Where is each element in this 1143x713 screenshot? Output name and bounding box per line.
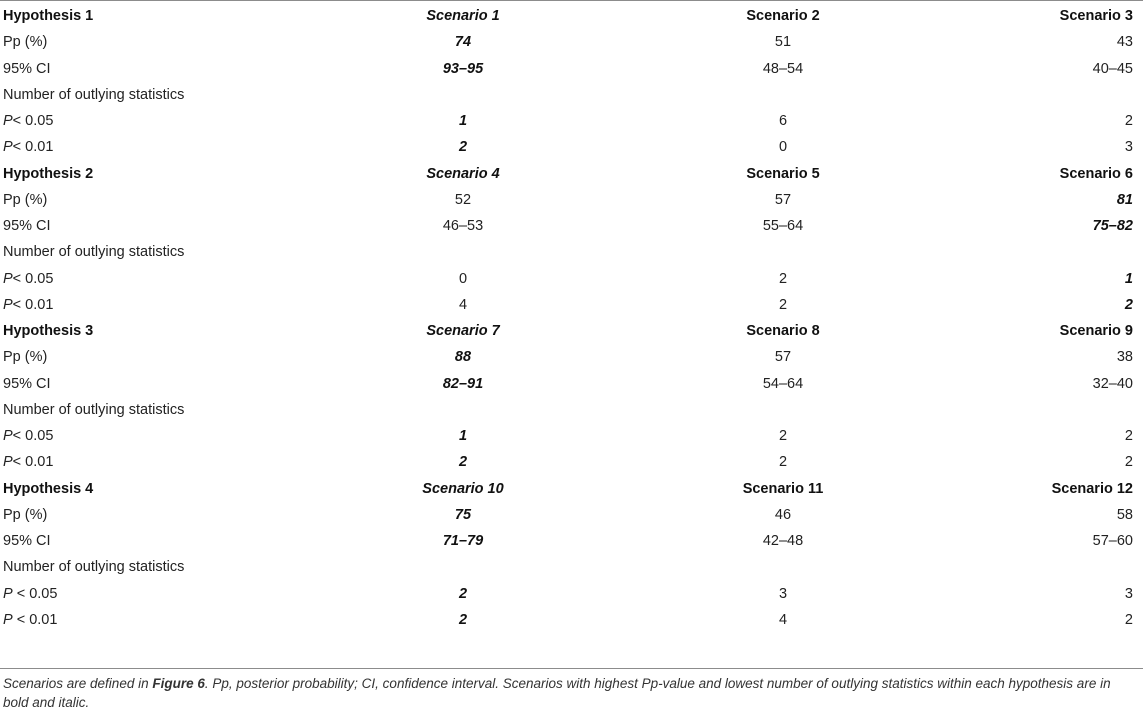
table-cell: 51 — [774, 34, 792, 51]
scenario-header: Scenario 4 — [426, 165, 500, 182]
p-threshold: < 0.01 — [12, 611, 58, 628]
table-cell: 1 — [458, 113, 468, 129]
p05-row — [0, 266, 1143, 292]
pp-row — [0, 187, 1143, 213]
table-cell: 42–48 — [762, 533, 804, 549]
table-cell: 32–40 — [1092, 375, 1133, 392]
scenario-header: Scenario 12 — [1051, 480, 1133, 497]
row-label — [0, 108, 303, 134]
row-label: 95% CI — [3, 375, 51, 392]
row-label: Number of outlying statistics — [3, 86, 185, 103]
pp-row — [0, 29, 1143, 55]
table-cell: 55–64 — [762, 218, 804, 234]
pp-row — [0, 502, 1143, 528]
row-label — [0, 607, 303, 633]
p-threshold: < 0.05 — [12, 428, 54, 444]
table-cell: 3 — [1124, 139, 1133, 156]
table-cell: 2 — [458, 139, 468, 156]
scenario-header: Scenario 10 — [422, 480, 504, 497]
table-cell: 2 — [458, 454, 468, 471]
scenario-header: Scenario 6 — [1059, 165, 1133, 182]
scenario-header: Scenario 1 — [426, 8, 500, 24]
row-label: Number of outlying statistics — [3, 401, 185, 418]
table-cell: 46–53 — [442, 218, 484, 234]
hypothesis-header-row — [0, 476, 1143, 502]
scenario-header: Scenario 8 — [746, 323, 820, 339]
p-threshold: < 0.01 — [12, 139, 54, 156]
table-cell: 52 — [454, 191, 472, 208]
row-label — [0, 581, 303, 607]
p-symbol: P — [3, 454, 13, 471]
table-cell: 93–95 — [442, 60, 484, 77]
p-symbol: P — [3, 611, 13, 628]
scenario-header: Scenario 11 — [742, 480, 824, 497]
table-cell: 54–64 — [762, 375, 804, 392]
row-label: 95% CI — [3, 218, 51, 234]
row-label: Number of outlying statistics — [3, 244, 185, 261]
table-cell: 43 — [1116, 34, 1133, 51]
p-threshold: < 0.05 — [12, 270, 54, 287]
ci-row — [0, 371, 1143, 397]
hypothesis-header-row — [0, 3, 1143, 29]
row-label: 95% CI — [3, 60, 51, 77]
hypothesis-label: Hypothesis 3 — [3, 323, 94, 339]
p-threshold: < 0.01 — [12, 454, 54, 471]
scenario-header: Scenario 3 — [1059, 8, 1133, 24]
table-cell: 2 — [778, 428, 788, 444]
table-footnote — [3, 674, 1139, 712]
p-threshold: < 0.05 — [12, 585, 58, 602]
table-cell: 2 — [1124, 113, 1133, 129]
table-cell: 58 — [1116, 506, 1133, 523]
p-threshold: < 0.01 — [12, 296, 54, 313]
table-cell: 2 — [1124, 428, 1133, 444]
footnote-text: Scenarios are defined in — [3, 676, 153, 691]
footnote-text: . Pp, posterior probability; CI, confidence interval. Scenarios with highest Pp-value and lowest number of outlying statistics within each hypothesis are in bold and italic. — [3, 676, 1111, 710]
table-cell: 57–60 — [1092, 533, 1133, 549]
table-cell: 1 — [458, 428, 468, 444]
p01-row — [0, 292, 1143, 318]
p-symbol: P — [3, 296, 13, 313]
table-cell: 88 — [454, 349, 472, 366]
hypothesis-label: Hypothesis 4 — [3, 480, 94, 497]
table-cell: 3 — [1124, 585, 1133, 602]
p-symbol: P — [3, 113, 13, 129]
table-cell: 6 — [778, 113, 788, 129]
p01-row — [0, 134, 1143, 160]
table-cell: 74 — [454, 34, 472, 51]
p01-row — [0, 607, 1143, 633]
table-cell: 2 — [1124, 611, 1133, 628]
table-cell: 0 — [458, 270, 468, 287]
table-bottom-rule — [0, 668, 1143, 669]
outlying-label-row — [0, 554, 1143, 580]
results-table — [0, 3, 1143, 633]
table-cell: 82–91 — [442, 375, 484, 392]
pp-row — [0, 344, 1143, 370]
table-cell: 57 — [774, 191, 792, 208]
row-label: Pp (%) — [3, 349, 48, 366]
table-cell: 2 — [1124, 454, 1133, 471]
p-threshold: < 0.05 — [12, 113, 54, 129]
scenario-header: Scenario 9 — [1059, 323, 1133, 339]
table-cell: 1 — [1124, 270, 1133, 287]
table-top-rule — [0, 0, 1143, 1]
row-label: 95% CI — [3, 533, 51, 549]
table-cell: 2 — [778, 454, 788, 471]
table-cell: 2 — [778, 296, 788, 313]
row-label — [0, 423, 303, 449]
row-label: Pp (%) — [3, 191, 48, 208]
row-label: Pp (%) — [3, 506, 48, 523]
outlying-label-row — [0, 397, 1143, 423]
table-cell: 2 — [778, 270, 788, 287]
p05-row — [0, 108, 1143, 134]
table-cell: 71–79 — [442, 533, 484, 549]
hypothesis-label: Hypothesis 2 — [3, 165, 94, 182]
table-cell: 46 — [774, 506, 792, 523]
table-cell: 38 — [1116, 349, 1133, 366]
row-label: Pp (%) — [3, 34, 48, 51]
outlying-label-row — [0, 82, 1143, 108]
hypothesis-label: Hypothesis 1 — [3, 8, 94, 24]
figure-reference: Figure 6 — [152, 676, 205, 691]
table-cell: 2 — [458, 585, 468, 602]
ci-row — [0, 56, 1143, 82]
hypothesis-header-row — [0, 161, 1143, 187]
p-symbol: P — [3, 585, 13, 602]
p-symbol: P — [3, 428, 13, 444]
ci-row — [0, 213, 1143, 239]
table-cell: 57 — [774, 349, 792, 366]
table-cell: 40–45 — [1092, 60, 1133, 77]
table-cell: 48–54 — [762, 60, 804, 77]
scenario-header: Scenario 5 — [746, 165, 820, 182]
row-label — [0, 266, 303, 292]
ci-row — [0, 528, 1143, 554]
table-cell: 2 — [1124, 296, 1133, 313]
hypothesis-header-row — [0, 318, 1143, 344]
table-cell: 3 — [778, 585, 788, 602]
row-label — [0, 134, 303, 160]
scenario-header: Scenario 7 — [426, 323, 500, 339]
p-symbol: P — [3, 270, 13, 287]
p05-row — [0, 423, 1143, 449]
p01-row — [0, 449, 1143, 475]
table-cell: 0 — [778, 139, 788, 156]
table-cell: 4 — [458, 296, 468, 313]
table-cell: 4 — [778, 611, 788, 628]
row-label — [0, 292, 303, 318]
table-cell: 2 — [458, 611, 468, 628]
table-cell: 75–82 — [1092, 218, 1133, 234]
p-symbol: P — [3, 139, 13, 156]
row-label: Number of outlying statistics — [3, 559, 185, 576]
table-cell: 75 — [454, 506, 472, 523]
row-label — [0, 449, 303, 475]
outlying-label-row — [0, 239, 1143, 265]
scenario-header: Scenario 2 — [746, 8, 820, 24]
p05-row — [0, 581, 1143, 607]
table-cell: 81 — [1116, 191, 1133, 208]
